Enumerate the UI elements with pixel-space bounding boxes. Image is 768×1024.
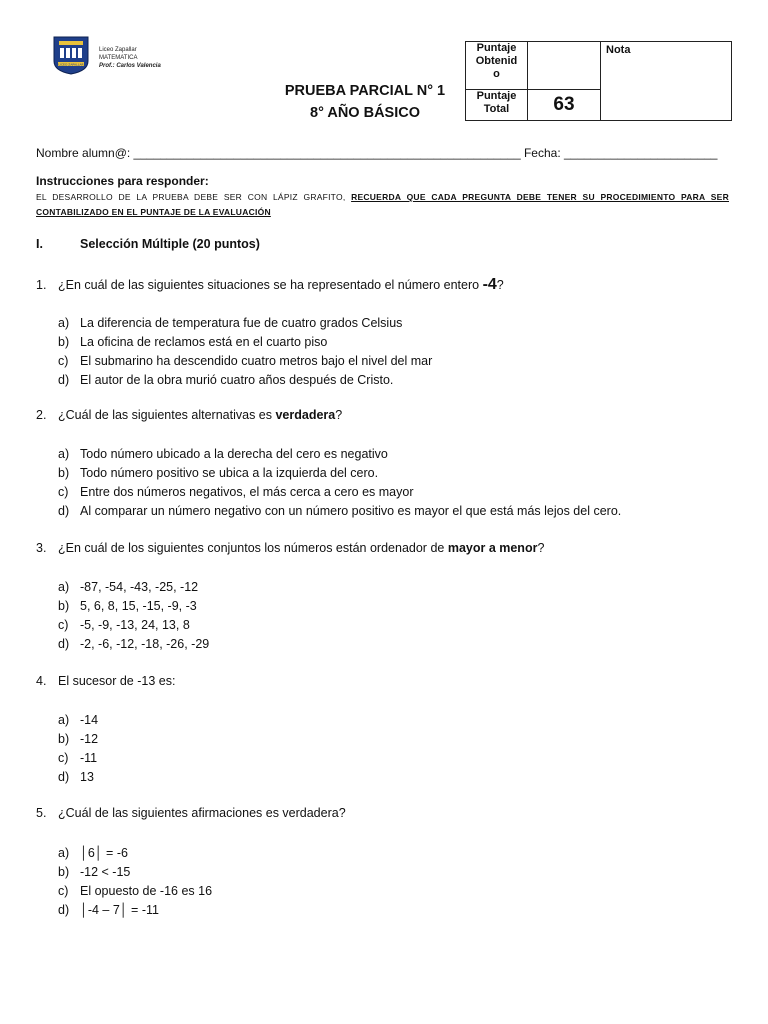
option-c[interactable]: c) El submarino ha descendido cuatro metros bajo el nivel del mar: [58, 354, 433, 368]
option-b[interactable]: b) -12 < -15: [58, 865, 131, 879]
option-b[interactable]: b) La oficina de reclamos está en el cuarto piso: [58, 335, 328, 349]
section-numeral: I.: [36, 237, 43, 251]
question-2: [36, 408, 342, 422]
score-obtained-label: Puntaje Obtenid o: [466, 42, 528, 90]
option-b[interactable]: b) 5, 6, 8, 15, -15, -9, -3: [58, 599, 197, 613]
option-c[interactable]: c) -5, -9, -13, 24, 13, 8: [58, 618, 190, 632]
question-text: ¿En cuál de los siguientes conjuntos los números están ordenador de: [58, 541, 448, 555]
option-c[interactable]: c) -11: [58, 751, 98, 765]
section-title: Selección Múltiple (20 puntos): [80, 237, 260, 251]
instructions-text: EL DESARROLLO DE LA PRUEBA DEBE SER CON LÁPIZ GRAFITO,: [36, 192, 352, 202]
option-b[interactable]: b) -12: [58, 732, 99, 746]
question-5-options: [58, 844, 212, 920]
option-d[interactable]: d) -2, -6, -12, -18, -26, -29: [58, 637, 210, 651]
question-highlight: -4: [482, 276, 497, 293]
question-number: 4.: [36, 674, 47, 688]
question-1: [36, 276, 504, 294]
test-grade-level: 8° AÑO BÁSICO: [310, 105, 420, 121]
instructions-title: Instrucciones para responder:: [36, 174, 209, 188]
question-4: [36, 674, 175, 688]
option-a[interactable]: a) Todo número ubicado a la derecha del cero es negativo: [58, 447, 388, 461]
question-number: 2.: [36, 408, 47, 422]
school-name: Liceo Zapallar: [99, 47, 137, 53]
school-logo: [52, 35, 90, 75]
option-d[interactable]: d) Al comparar un número negativo con un número positivo es mayor el que está más lejos del cero.: [58, 504, 622, 518]
question-text: El sucesor de -13 es:: [58, 674, 176, 688]
question-4-options: [58, 711, 98, 787]
question-highlight: mayor a menor: [447, 541, 538, 555]
question-2-options: [58, 445, 621, 521]
option-d[interactable]: d) El autor de la obra murió cuatro años después de Cristo.: [58, 373, 394, 387]
option-a[interactable]: a) │6│ = -6: [58, 846, 128, 860]
option-a[interactable]: a) -14: [58, 713, 99, 727]
question-text-end: ?: [335, 408, 343, 422]
option-b[interactable]: b) Todo número positivo se ubica a la izquierda del cero.: [58, 466, 379, 480]
question-text: ¿En cuál de las siguientes situaciones se ha representado el número entero: [58, 278, 483, 292]
department: MATEMATICA: [99, 55, 138, 61]
score-total-value: 63: [528, 90, 601, 121]
question-1-options: [58, 314, 432, 390]
grade-label: Nota: [606, 44, 631, 56]
question-text: ¿Cuál de las siguientes afirmaciones es verdadera?: [58, 806, 346, 820]
score-obtained-field[interactable]: [528, 42, 601, 90]
question-3: [36, 541, 544, 555]
school-info: [99, 46, 161, 70]
instructions-body: [36, 190, 729, 220]
option-d[interactable]: d) 13: [58, 770, 94, 784]
score-table: [465, 41, 732, 121]
option-a[interactable]: a) -87, -54, -43, -25, -12: [58, 580, 199, 594]
grade-cell[interactable]: [601, 42, 732, 121]
teacher-name: Prof.: Carlos Valencia: [99, 63, 161, 69]
instructions-emphasis: RECUERDA QUE CADA PREGUNTA DEBE TENER SU PROCEDIMIENTO PARA SER CONTABILIZADO EN EL PUNTAJE DE LA EVALUACIÓN: [36, 192, 729, 217]
option-a[interactable]: a) La diferencia de temperatura fue de cuatro grados Celsius: [58, 316, 403, 330]
question-5: [36, 806, 346, 820]
question-number: 3.: [36, 541, 47, 555]
student-name-date-line[interactable]: Nombre alumn@: __________________________________________________________ Fecha: _______________________: [36, 146, 718, 160]
question-highlight: verdadera: [275, 408, 336, 422]
question-text: ¿Cuál de las siguientes alternativas es: [58, 408, 276, 422]
logo-text: LICEO ZAPALLAR: [58, 62, 84, 67]
score-total-label: Puntaje Total: [466, 90, 528, 121]
test-title: PRUEBA PARCIAL N° 1: [284, 83, 446, 99]
question-number: 1.: [36, 278, 47, 292]
option-c[interactable]: c) El opuesto de -16 es 16: [58, 884, 213, 898]
question-3-options: [58, 578, 209, 654]
option-c[interactable]: c) Entre dos números negativos, el más cerca a cero es mayor: [58, 485, 414, 499]
option-d[interactable]: d) │-4 – 7│ = -11: [58, 903, 159, 917]
question-number: 5.: [36, 806, 47, 820]
question-text-end: ?: [496, 278, 504, 292]
question-text-end: ?: [537, 541, 545, 555]
